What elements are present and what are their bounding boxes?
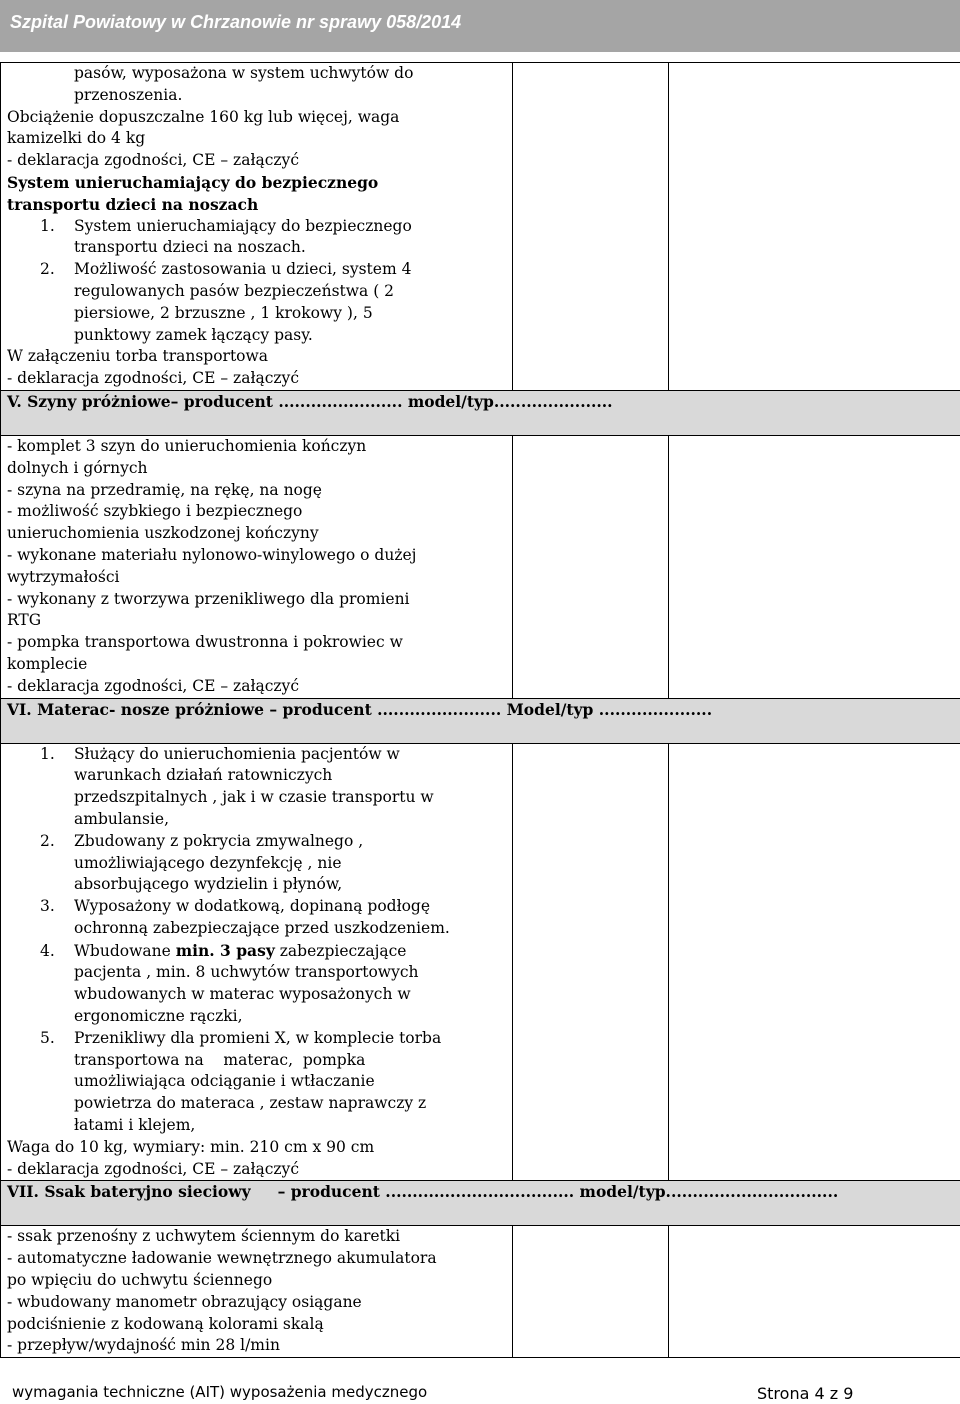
text-line: - wykonane materiału nylonowo-winylowego o dużej [7,545,417,564]
section-title: VII. Ssak bateryjno sieciowy – producent ................................... model/typ................................ [7,1182,839,1202]
text-line: piersiowe, 2 brzuszne , 1 krokowy ), 5 [74,303,373,322]
text-line: powietrza do materaca , zestaw naprawczy z [74,1094,427,1113]
section-header-row [1,390,960,435]
text-line: kamizelki do 4 kg [7,129,146,148]
text-line: - automatyczne ładowanie wewnętrznego akumulatora [7,1249,437,1268]
text-line: umożliwiająca odciąganie i wtłaczanie [74,1072,375,1091]
text-line: - możliwość szybkiego i bezpiecznego [7,502,303,521]
section-title: V. Szyny próżniowe– producent ....................... model/typ...................... [7,391,613,411]
empty-cell [513,1226,669,1358]
text-line: - deklaracja zgodności, CE – załączyć [7,369,299,388]
text-line: - przepływ/wydajność min 28 l/min [7,1336,280,1355]
text-line: - wykonany z tworzywa przenikliwego dla promieni [7,589,410,608]
text-line: unieruchomienia uszkodzonej kończyny [7,524,319,543]
text-line: transportowa na materac, pompka [74,1050,366,1069]
text-line: regulowanych pasów bezpieczeństwa ( 2 [74,281,395,300]
text-line: Wyposażony w dodatkową, dopinaną podłogę [74,897,431,916]
text-line: pacjenta , min. 8 uchwytów transportowych [74,963,419,982]
text-fragment: zabezpieczające [274,941,407,960]
text-line: komplecie [7,654,88,673]
text-line: przedszpitalnych , jak i w czasie transportu w [74,788,434,807]
text-line: transportu dzieci na noszach. [74,238,306,257]
text-line: - szyna na przedramię, na rękę, na nogę [7,480,322,499]
text-line: - komplet 3 szyn do unieruchomienia kończyn [7,436,367,455]
list-number: 2. [40,831,55,850]
text-line: łatami i klejem, [74,1116,196,1135]
section-title: VI. Materac- nosze próżniowe – producent ....................... Model/typ ..................... [7,699,713,719]
bold-fragment: min. 3 pasy [175,940,275,960]
text-line: Służący do unieruchomienia pacjentów w [74,744,400,763]
section-header-cell [1,698,960,743]
empty-cell [669,435,960,698]
table-row [1,743,960,1181]
empty-cell [669,743,960,1181]
empty-cell [513,63,669,391]
specification-table [0,62,960,1358]
text-line: umożliwiającego dezynfekcję , nie [74,853,342,872]
text-line: Przenikliwy dla promieni X, w komplecie torba [74,1028,442,1047]
list-number: 1. [40,744,55,763]
list-number: 2. [40,260,55,279]
text-line: przenoszenia. [74,85,183,104]
table-row [1,1226,960,1358]
empty-cell [513,435,669,698]
text-line: podciśnienie z kodowaną kolorami skalą [7,1314,324,1333]
text-line: System unieruchamiający do bezpiecznego [74,216,412,235]
header-title: Szpital Powiatowy w Chrzanowie nr sprawy 058/2014 [10,12,462,32]
empty-cell [513,743,669,1181]
empty-cell [669,63,960,391]
list-number: 4. [40,941,55,960]
text-line: - deklaracja zgodności, CE – załączyć [7,676,299,695]
subsection-title: System unieruchamiający do bezpiecznego [7,172,379,192]
section-header-cell [1,390,960,435]
text-line: RTG [7,611,42,630]
subsection-title: transportu dzieci na noszach [7,194,259,214]
list-number: 1. [40,216,55,235]
text-fragment: Wbudowane [74,941,176,960]
spec-cell [1,435,513,698]
text-line: ambulansie, [74,809,170,828]
text-line: Waga do 10 kg, wymiary: min. 210 cm x 90 cm [7,1137,375,1156]
text-line: - wbudowany manometr obrazujący osiągane [7,1292,362,1311]
text-line: ergonomiczne rączki, [74,1007,243,1026]
text-line: punktowy zamek łączący pasy. [74,325,313,344]
text-line: pasów, wyposażona w system uchwytów do [74,64,414,82]
spec-cell [1,63,513,391]
text-line: W załączeniu torba transportowa [7,347,269,366]
spec-cell [1,1226,513,1358]
section-header-row [1,698,960,743]
text-line: - deklaracja zgodności, CE – załączyć [7,1159,299,1178]
list-number: 3. [40,897,55,916]
text-line: warunkach działań ratowniczych [74,766,333,785]
text-line: absorbującego wydzielin i płynów, [74,875,343,894]
table-row [1,435,960,698]
section-header-row [1,1181,960,1226]
text-line: - ssak przenośny z uchwytem ściennym do karetki [7,1227,401,1246]
list-number: 5. [40,1028,55,1047]
page-header [0,0,960,52]
text-line: - deklaracja zgodności, CE – załączyć [7,151,299,170]
page-number: Strona 4 z 9 [757,1384,854,1403]
text-line: - pompka transportowa dwustronna i pokrowiec w [7,633,403,652]
table-row [1,63,960,391]
text-line: ochronną zabezpieczające przed uszkodzeniem. [74,918,450,937]
text-line: Zbudowany z pokrycia zmywalnego , [74,831,364,850]
empty-cell [669,1226,960,1358]
text-line: Możliwość zastosowania u dzieci, system 4 [74,260,412,279]
text-line: wytrzymałości [7,567,120,586]
section-header-cell [1,1181,960,1226]
footer-text: wymagania techniczne (AIT) wyposażenia medycznego [12,1383,428,1401]
text-line: wbudowanych w materac wyposażonych w [74,985,411,1004]
text-line: Obciążenie dopuszczalne 160 kg lub więcej, waga [7,107,400,126]
text-line: po wpięciu do uchwytu ściennego [7,1271,273,1290]
text-line: dolnych i górnych [7,458,148,477]
spec-cell [1,743,513,1181]
